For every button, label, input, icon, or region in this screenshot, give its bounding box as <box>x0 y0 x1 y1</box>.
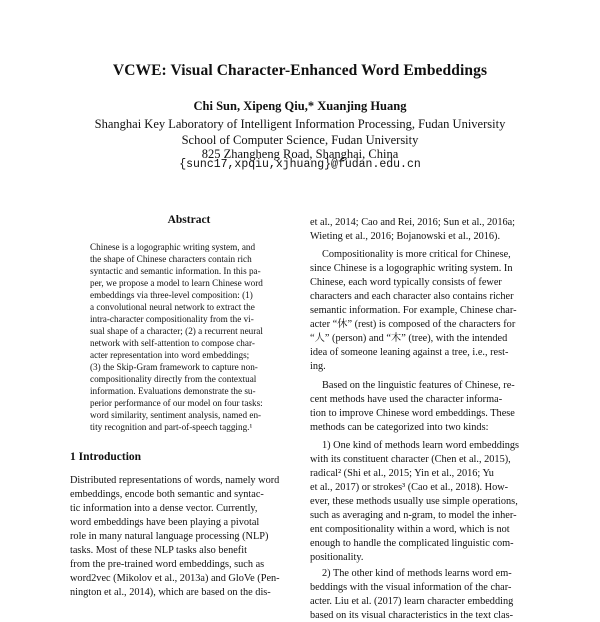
body-line: idea of someone leaning against a tree, i.e., rest- <box>310 347 509 358</box>
abstract-line: word similarity, sentiment analysis, named en- <box>90 410 262 420</box>
body-line: 2) The other kind of methods learns word em- <box>322 568 512 579</box>
body-line: with its constituent character (Chen et al., 2015), <box>310 454 511 465</box>
paper-title: VCWE: Visual Character-Enhanced Word Embeddings <box>112 62 488 79</box>
section-heading-introduction: 1 Introduction <box>70 451 142 463</box>
body-line: et al., 2014; Cao and Rei, 2016; Sun et al., 2016a; <box>310 217 516 228</box>
abstract-line: a convolutional neural network to extract the <box>90 302 255 312</box>
body-line: characters and each character also contains richer <box>310 291 514 302</box>
author-list: Chi Sun, Xipeng Qiu,* Xuanjing Huang <box>193 99 407 113</box>
body-line: acter “休” (rest) is composed of the characters for <box>310 319 516 330</box>
abstract-line: perior performance of our model on four tasks: <box>90 398 263 408</box>
intro-line: embeddings, encode both semantic and syntac- <box>70 489 264 500</box>
intro-line: Distributed representations of words, namely word <box>70 475 280 486</box>
body-line: beddings with the visual information of the char- <box>310 582 512 593</box>
body-line: semantic information. For example, Chinese char- <box>310 305 517 316</box>
body-line: “人” (person) and “木” (tree), with the intended <box>310 333 508 344</box>
abstract-heading: Abstract <box>167 214 211 226</box>
body-line: radical² (Shi et al., 2015; Yin et al., 2016; Yu <box>310 468 494 479</box>
abstract-line: syntactic and semantic information. In this pa- <box>90 266 261 276</box>
body-line: methods can be categorized into two kinds: <box>310 422 489 433</box>
affiliation-line: 825 Zhangheng Road, Shanghai, China <box>201 147 399 161</box>
abstract-line: information. Evaluations demonstrate the su- <box>90 386 256 396</box>
body-line: ever, these methods usually use simple operations, <box>310 496 518 507</box>
intro-line: word2vec (Mikolov et al., 2013a) and GloVe (Pen- <box>70 573 280 584</box>
abstract-line: compositionality directly from the contextual <box>90 374 257 384</box>
abstract-line: (3) the Skip-Gram framework to capture non- <box>90 362 258 372</box>
abstract-line: network with self-attention to compose char- <box>90 338 255 348</box>
intro-line: tasks. Most of these NLP tasks also benefit <box>70 545 247 556</box>
body-line: 1) One kind of methods learn word embeddings <box>322 440 520 451</box>
body-line: Wieting et al., 2016; Bojanowski et al., 2016). <box>310 231 501 242</box>
abstract-line: embeddings via three-level composition: (1) <box>90 290 253 300</box>
affiliation-line: Shanghai Key Laboratory of Intelligent Information Processing, Fudan University <box>94 117 506 131</box>
body-line: such as averaging and n-gram, to model the inher- <box>310 510 517 521</box>
body-line: tion to improve Chinese word embeddings. These <box>310 408 515 419</box>
body-line: since Chinese is a logographic writing system. In <box>310 263 513 274</box>
abstract-line: acter representation into word embeddings; <box>90 350 250 360</box>
abstract-line: sual shape of a character; (2) a recurrent neural <box>90 326 263 336</box>
body-line: enough to handle the complicated linguistic com- <box>310 538 514 549</box>
body-line: Chinese, each word typically consists of fewer <box>310 277 502 288</box>
abstract-line: tity recognition and part-of-speech tagging.¹ <box>90 422 253 432</box>
intro-line: word embeddings have been playing a pivotal <box>70 517 260 528</box>
body-line: et al., 2017) or strokes³ (Cao et al., 2018). How- <box>310 482 509 493</box>
body-line: Compositionality is more critical for Chinese, <box>322 249 511 260</box>
abstract-line: Chinese is a logographic writing system, and <box>90 242 256 252</box>
body-line: ent compositionality within a word, which is not <box>310 524 510 535</box>
intro-line: role in many natural language processing (NLP) <box>70 531 269 542</box>
body-line: ing. <box>310 361 326 372</box>
body-line: positionality. <box>310 552 364 563</box>
abstract-line: per, we propose a model to learn Chinese word <box>90 278 263 288</box>
affiliation-line: School of Computer Science, Fudan University <box>181 133 419 147</box>
intro-line: tic information into a dense vector. Currently, <box>70 503 258 514</box>
body-line: based on its visual characteristics in the text clas- <box>310 610 514 621</box>
intro-line: nington et al., 2014), which are based on the dis- <box>70 587 271 598</box>
abstract-line: the shape of Chinese characters contain rich <box>90 254 252 264</box>
intro-line: from the pre-trained word embeddings, such as <box>70 559 265 570</box>
author-emails: {sunc17,xpqiu,xjhuang}@fudan.edu.cn <box>179 158 421 171</box>
body-line: acter. Liu et al. (2017) learn character embedding <box>310 596 514 607</box>
abstract-line: intra-character compositionality from the vi- <box>90 314 254 324</box>
body-line: cent methods have used the character informa- <box>310 394 503 405</box>
body-line: Based on the linguistic features of Chinese, re- <box>322 380 515 391</box>
